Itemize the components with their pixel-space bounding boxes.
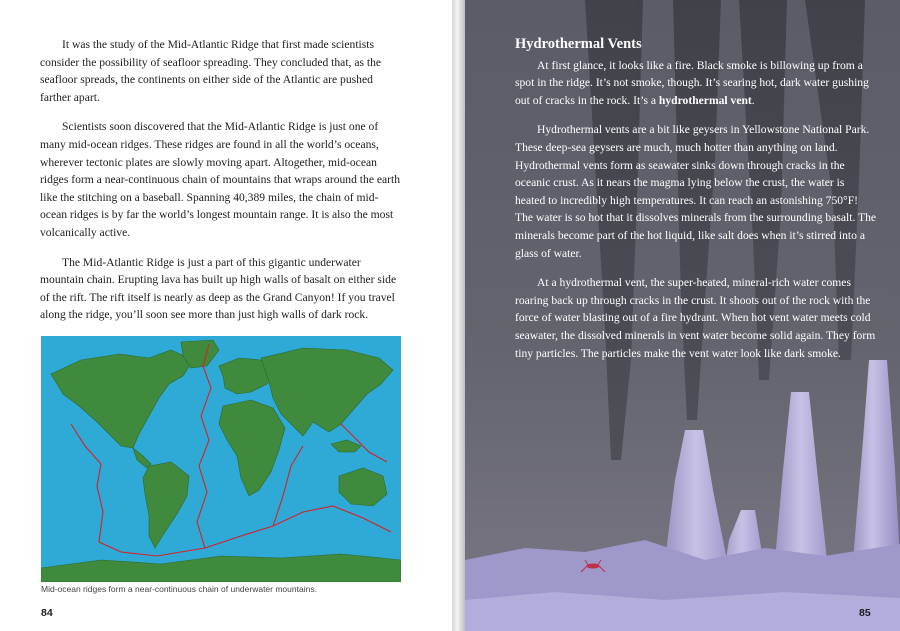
paragraph: The Mid-Atlantic Ridge is just a part of this gigantic underwater mountain chain. Erupting lava has built up high walls of basalt on either side of the rift. The rift itself is nearly as deep as the Grand Canyon! If you travel along the ridge, you’ll soon see more than just high walls of dark rock. (40, 255, 397, 322)
text-run: . (751, 93, 755, 107)
paragraph: It was the study of the Mid-Atlantic Ridge that first made scientists consider the possibility of seafloor spreading. They concluded that, as the seafloor spreads, the continents on either side of the Atlantic are pushed farther apart. (40, 38, 382, 104)
paragraph: At a hydrothermal vent, the super-heated, mineral-rich water comes roaring back up through cracks in the crust. It shoots out of the rock with the force of water blasting out of a fire hydrant. When hot vent water meets cold seawater, the dissolved minerals in vent water become solid again. They form tiny particles. The particles make the vent water look like dark smoke. (515, 276, 876, 360)
section-heading: Hydrothermal Vents (515, 36, 642, 52)
page-number-right: 85 (859, 607, 871, 619)
page-number-left: 84 (41, 607, 53, 619)
paragraph: Hydrothermal vents are a bit like geysers in Yellowstone National Park. These deep-sea geysers are much, much hotter than anything on land. Hydrothermal vents form as seawater sinks down through cracks in the oceanic crust. As it nears the magma lying below the crust, the water is heated to incredibly high temperatures. It can reach an astonishing 750°F! The water is so hot that it dissolves minerals from the surrounding basalt. The minerals become part of the hot liquid, like salt does when it’s stirred into a glass of water. (515, 123, 877, 260)
map-caption: Mid-ocean ridges form a near-continuous chain of underwater mountains. (41, 584, 317, 594)
paragraph: Scientists soon discovered that the Mid-Atlantic Ridge is just one of many mid-ocean ridges. These ridges are found in all the world’s oceans, wherever tectonic plates are slowly moving apart. Altogether, mid-ocean ridges form a near-continuous chain of mountains that wraps around the earth like the stitching on a baseball. Spanning 40,389 miles, the chain of mid-ocean ridges is by far the world’s longest mountain range. It is also the most volcanically active. (40, 120, 401, 239)
left-body-text (40, 36, 402, 336)
text-run: At first glance, it looks like a fire. Black smoke is billowing up from a spot in the ridge. It’s not smoke, though. It’s searing hot, dark water gushing out of cracks in the rock. It’s a (515, 58, 869, 107)
right-body-text (515, 36, 877, 374)
right-page (465, 0, 900, 631)
paragraph (515, 57, 877, 110)
map-graphic (41, 336, 401, 582)
book-gutter (452, 0, 465, 631)
world-ridge-map (41, 336, 401, 582)
term-hydrothermal-vent: hydrothermal vent (658, 93, 752, 107)
